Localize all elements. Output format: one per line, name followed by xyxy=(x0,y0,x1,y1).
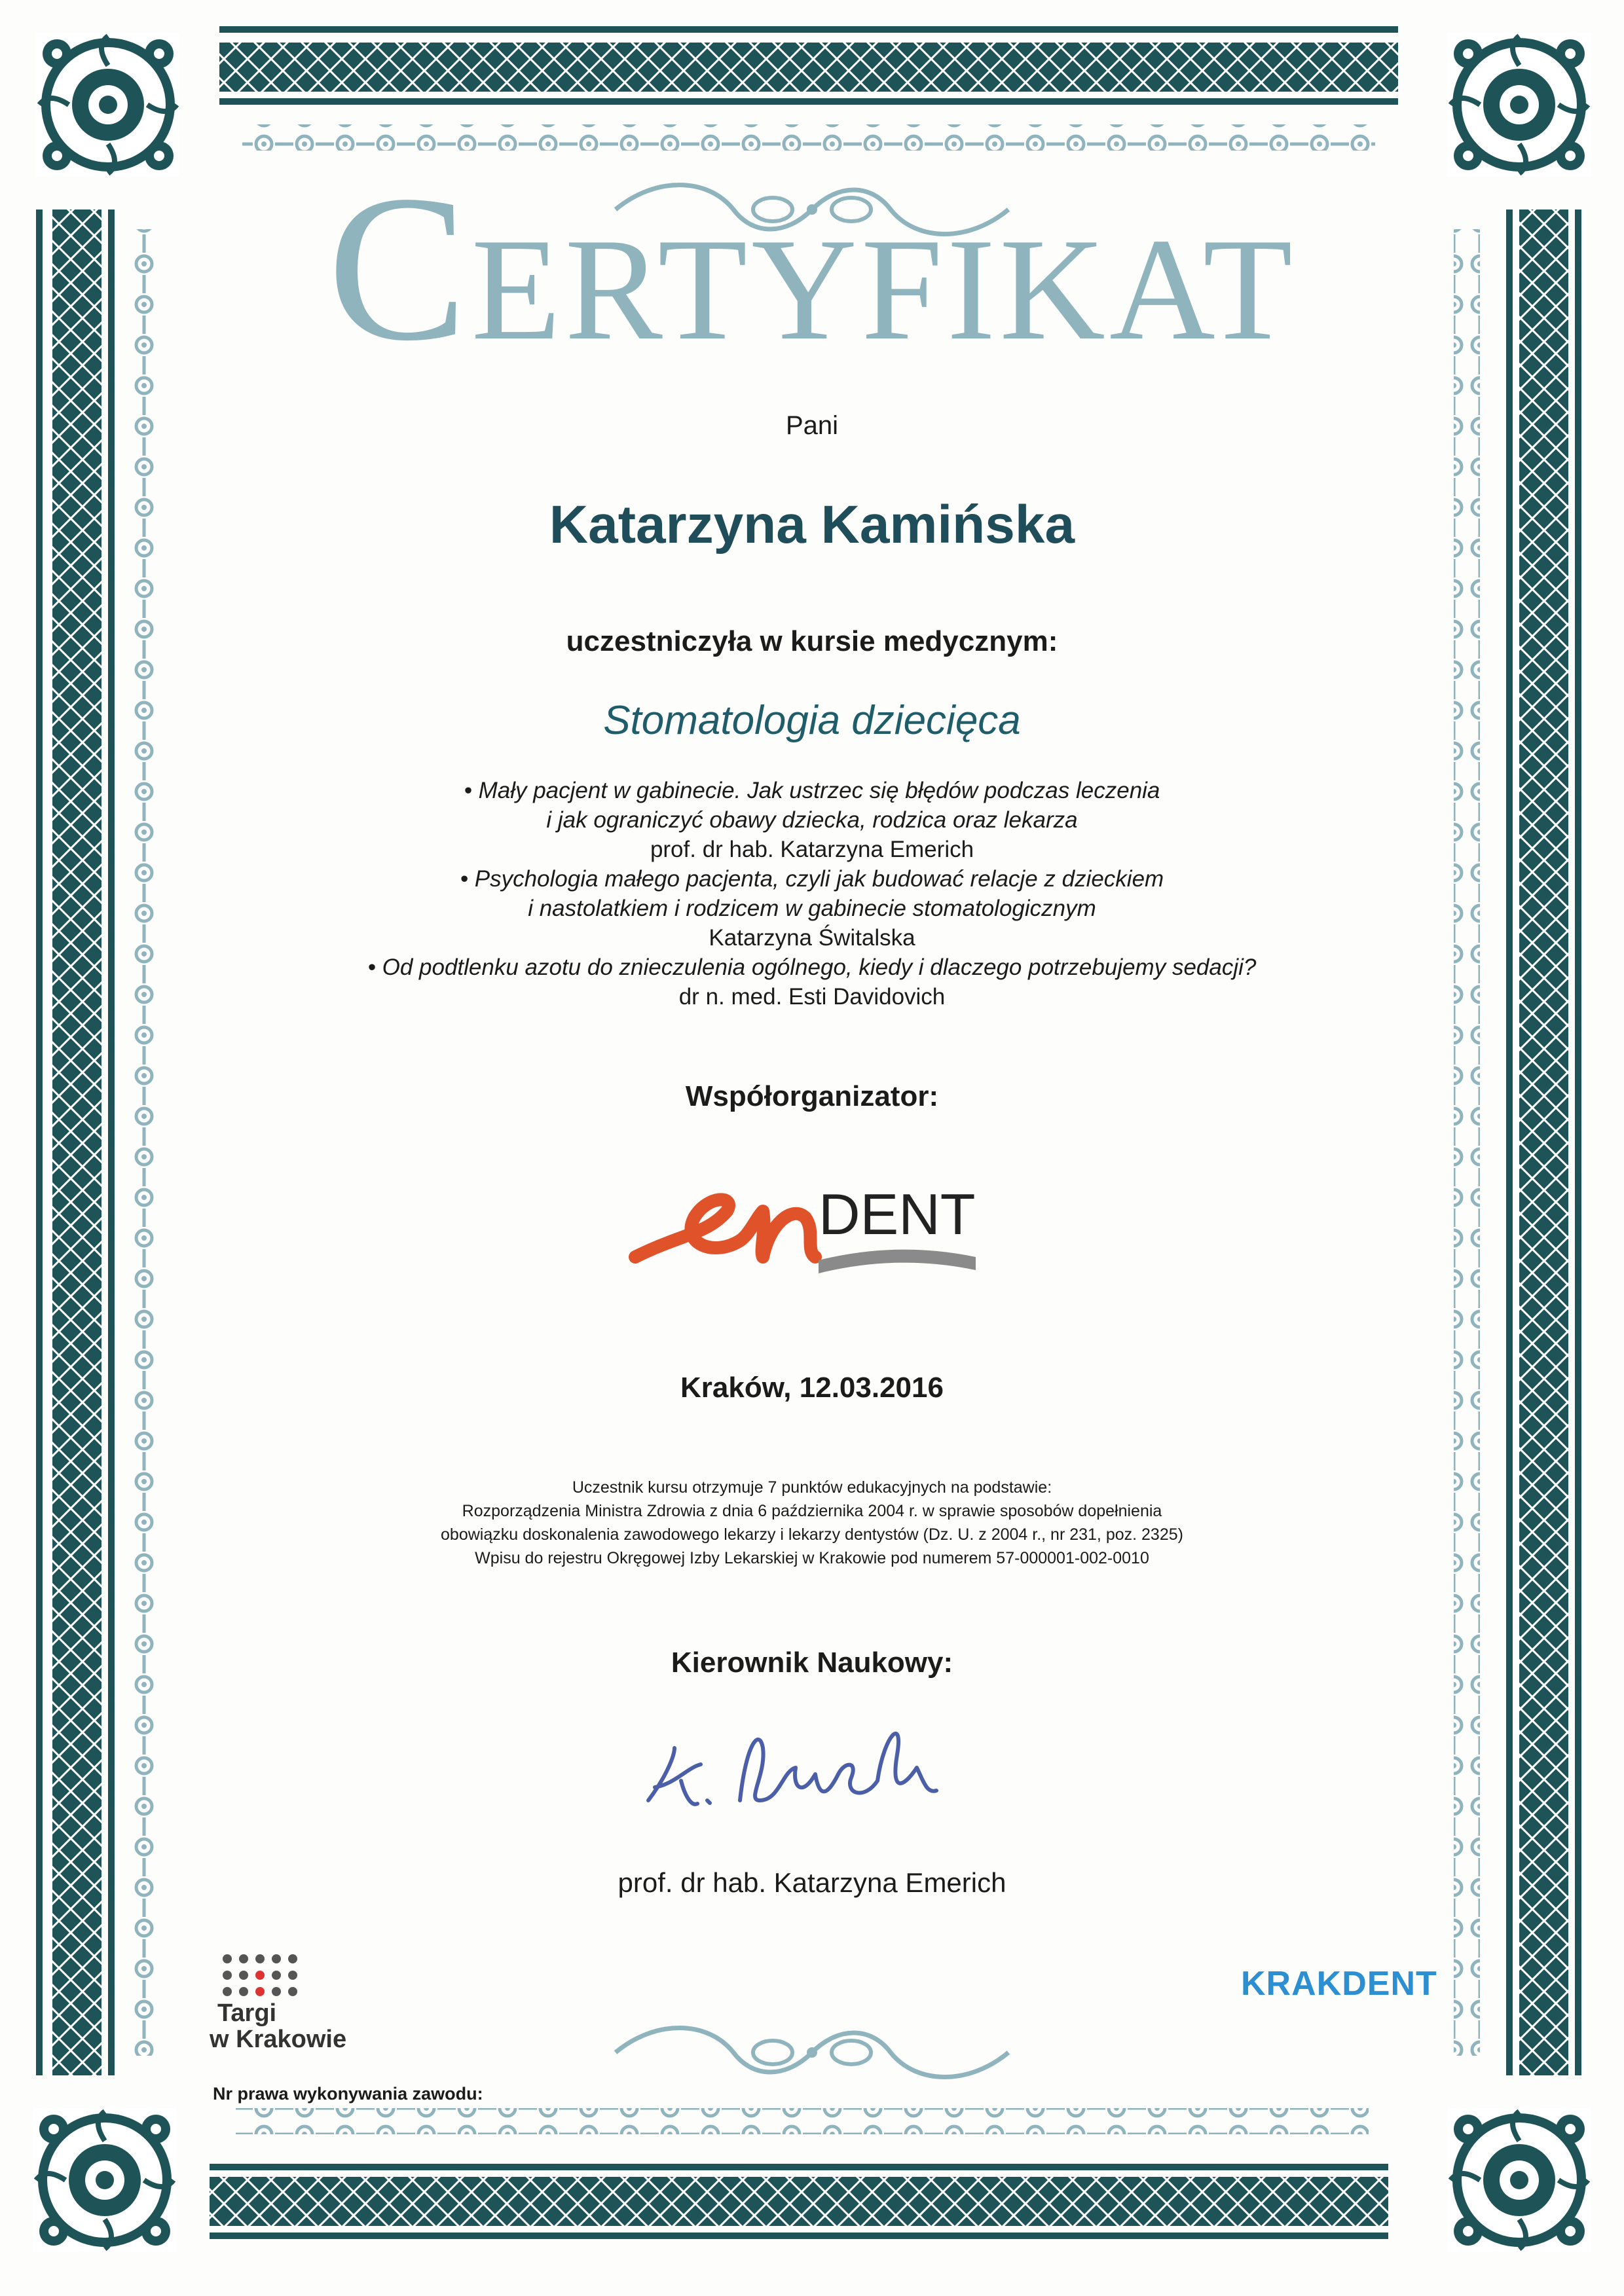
program-line: prof. dr hab. Katarzyna Emerich xyxy=(650,837,974,862)
director-label: Kierownik Naukowy: xyxy=(671,1647,953,1679)
targi-logo-line1: Targi xyxy=(217,1999,277,2027)
salutation: Pani xyxy=(785,411,839,440)
program-line: • Mały pacjent w gabinecie. Jak ustrzec się błędów podczas leczenia xyxy=(464,778,1160,803)
signature-handwritten xyxy=(629,1702,995,1833)
program-line: i nastolatkiem i rodzicem w gabinecie stomatologicznym xyxy=(528,896,1096,921)
accreditation-line: Rozporządzenia Ministra Zdrowia z dnia 6 października 2004 r. w sprawie sposobów dopełnienia xyxy=(462,1502,1162,1520)
certificate-title: Certyfikat xyxy=(327,153,1297,384)
recipient-name: Katarzyna Kamińska xyxy=(549,495,1075,555)
program-line: • Psychologia małego pacjenta, czyli jak budować relacje z dzieckiem xyxy=(460,866,1164,892)
course-name: Stomatologia dziecięca xyxy=(603,698,1021,743)
accreditation-line: Wpisu do rejestru Okręgowej Izby Lekarskiej w Krakowie pod numerem 57-000001-002-0010 xyxy=(475,1549,1149,1567)
targi-dots-icon xyxy=(223,1954,360,1996)
course-intro: uczestniczyła w kursie medycznym: xyxy=(566,625,1058,657)
program-line: dr n. med. Esti Davidovich xyxy=(678,984,946,1010)
endent-logo xyxy=(629,1172,995,1283)
program-line: • Od podtlenku azotu do znieczulenia ogólnego, kiedy i dlaczego potrzebujemy sedacji? xyxy=(367,955,1257,980)
coorganizer-label: Współorganizator: xyxy=(685,1080,939,1112)
targi-logo xyxy=(210,1954,360,2052)
place-date: Kraków, 12.03.2016 xyxy=(680,1372,944,1404)
license-number-label: Nr prawa wykonywania zawodu: xyxy=(213,2084,483,2104)
endent-logo-text: DENT xyxy=(819,1182,976,1247)
program-line: Katarzyna Świtalska xyxy=(709,925,915,951)
targi-logo-line2: w Krakowie xyxy=(210,2026,347,2053)
program-line: i jak ograniczyć obawy dziecka, rodzica oraz lekarza xyxy=(546,807,1078,833)
accreditation-line: obowiązku doskonalenia zawodowego lekarzy i lekarzy dentystów (Dz. U. z 2004 r., nr 231, poz. 2325) xyxy=(441,1525,1183,1544)
director-name: prof. dr hab. Katarzyna Emerich xyxy=(618,1867,1006,1898)
accreditation-line: Uczestnik kursu otrzymuje 7 punktów edukacyjnych na podstawie: xyxy=(572,1478,1052,1497)
krakdent-logo: KRAKDENT xyxy=(1241,1965,1437,2003)
